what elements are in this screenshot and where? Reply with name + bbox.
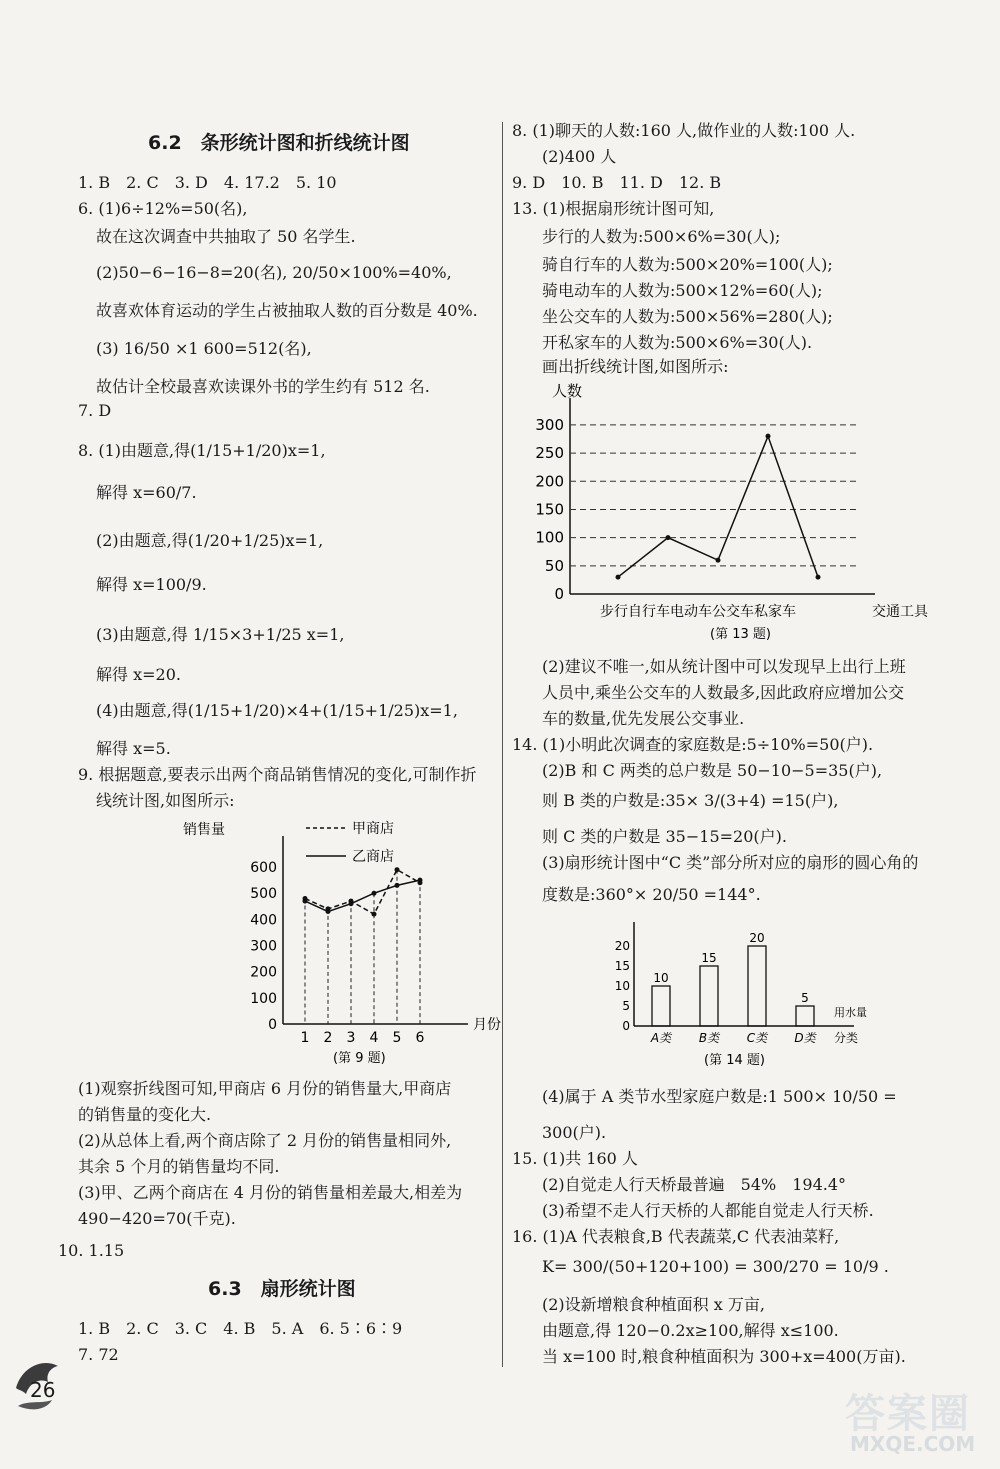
bar-value-label: 15 [701,951,717,965]
y-tick-label: 250 [535,444,564,463]
answer-line: 7. 72 [78,1345,119,1364]
section-title-6-2: 6.2 条形统计图和折线统计图 [148,132,410,154]
answer-line: 故喜欢体育运动的学生占被抽取人数的百分数是 40%. [96,301,478,320]
answer-line: 坐公交车的人数为:500×56%=280(人); [542,307,833,326]
answer-line: 8. (1)由题意,得(1/15+1/20)x=1, [78,441,326,460]
bar-value-label: 20 [749,931,765,945]
data-point [326,909,331,914]
y-axis-label: 人数 [552,382,583,400]
answer-line: 则 C 类的户数是 35−15=20(户). [542,827,787,846]
answer-line: 7. D [78,401,112,420]
x-tick-label: D类 [794,1031,816,1045]
answer-line: 9. D 10. B 11. D 12. B [512,173,722,192]
answer-line: 步行的人数为:500×6%=30(人); [542,227,781,246]
x-tick-label: 1 [300,1030,310,1046]
x-tick-label: A类 [650,1031,672,1045]
answer-line: 的销售量的变化大. [78,1105,212,1124]
x-tick-label: C类 [746,1031,768,1045]
answer-line: (3)扇形统计图中“C 类”部分所对应的扇形的圆心角的 [542,853,919,872]
data-point [395,883,400,888]
answer-line: (4)由题意,得(1/15+1/20)×4+(1/15+1/25)x=1, [96,701,458,720]
data-point [349,901,354,906]
bar [700,966,718,1026]
y-tick-label: 600 [250,860,277,877]
data-point [418,878,423,883]
answer-line: 1. B 2. C 3. D 4. 17.2 5. 10 [78,173,337,192]
data-point [616,575,621,580]
answer-line: 故在这次调查中共抽取了 50 名学生. [96,227,356,246]
answer-line: 则 B 类的户数是:35× 3/(3+4) =15(户), [542,791,839,810]
answer-line: (2)B 和 C 两类的总户数是 50−10−5=35(户), [542,761,883,780]
series-line-1 [305,870,420,914]
answer-line: (4)属于 A 类节水型家庭户数是:1 500× 10/50 = [542,1087,897,1106]
answer-line: 10. 1.15 [58,1241,125,1260]
answer-line: 故估计全校最喜欢读课外书的学生约有 512 名. [96,377,430,396]
answer-line: (2)自觉走人行天桥最普遍 54% 194.4° [542,1175,847,1194]
answer-line: 开私家车的人数为:500×6%=30(人). [542,333,813,352]
bar [748,946,766,1026]
data-point [372,912,377,917]
y-tick-label: 300 [535,415,564,434]
answer-line: 解得 x=20. [96,665,181,684]
x-tick-label: 2 [323,1030,333,1046]
y-axis-label: 用水量 [834,1006,867,1019]
x-tick-label: 4 [369,1030,379,1046]
answer-line: (2)建议不唯一,如从统计图中可以发现早上出行上班 [542,657,906,676]
y-tick-label: 0 [554,585,564,603]
answer-line: (3)由题意,得 1/15×3+1/25 x=1, [96,625,345,644]
answer-line: (2)从总体上看,两个商店除了 2 月份的销售量相同外, [78,1131,452,1150]
answer-line: 其余 5 个月的销售量均不同. [78,1157,280,1176]
data-point [666,535,671,540]
answer-line: (3)希望不走人行天桥的人都能自觉走人行天桥. [542,1201,874,1220]
legend-label: 甲商店 [352,821,394,837]
answer-line: 画出折线统计图,如图所示: [542,357,729,376]
chart-caption: (第 9 题) [333,1051,386,1066]
column-divider [502,122,503,1367]
answer-line: (2)400 人 [542,147,617,166]
answer-line: (2)50−6−16−8=20(名), 20/50×100%=40%, [96,263,452,282]
answer-line: 由题意,得 120−0.2x≥100,解得 x≤100. [542,1321,839,1340]
answer-line: 13. (1)根据扇形统计图可知, [512,199,715,218]
answer-line: 8. (1)聊天的人数:160 人,做作业的人数:100 人. [512,121,856,140]
answer-line: (1)观察折线图可知,甲商店 6 月份的销售量大,甲商店 [78,1079,452,1098]
answer-line: 线统计图,如图所示: [96,791,235,810]
y-tick-label: 0 [622,1019,630,1033]
chart-q14 [602,918,882,1068]
answer-line: 15. (1)共 160 人 [512,1149,638,1168]
chart-q13 [522,380,962,642]
x-axis-label: 交通工具 [872,604,928,620]
y-axis-label: 销售量 [183,822,225,838]
answer-line: K= 300/(50+120+100) = 300/270 = 10/9 . [542,1257,889,1276]
answer-line: 车的数量,优先发展公交事业. [542,709,745,728]
answer-line: (3)甲、乙两个商店在 4 月份的销售量相差最大,相差为 [78,1183,463,1202]
section-title-6-3: 6.3 扇形统计图 [208,1278,356,1300]
answer-line: 9. 根据题意,要表示出两个商品销售情况的变化,可制作折 [78,765,477,784]
x-axis-label: 月份 [473,1017,501,1033]
data-point [816,575,821,580]
answer-line: 当 x=100 时,粮食种植面积为 300+x=400(万亩). [542,1347,906,1366]
data-point [303,899,308,904]
x-tick-label: 3 [346,1030,356,1046]
answer-line: 16. (1)A 代表粮食,B 代表蔬菜,C 代表油菜籽, [512,1227,840,1246]
answer-line: (2)由题意,得(1/20+1/25)x=1, [96,531,324,550]
answer-line: (3) 16/50 ×1 600=512(名), [96,339,312,358]
y-tick-label: 200 [535,472,564,491]
legend-label: 乙商店 [352,849,394,865]
page-number: 26 [30,1378,56,1402]
x-tick-labels: 步行自行车电动车公交车私家车 [600,604,796,620]
y-tick-label: 150 [535,500,564,519]
x-tick-label: 5 [392,1030,402,1046]
answer-line: 300(户). [542,1123,607,1142]
y-tick-label: 5 [622,999,630,1013]
y-tick-label: 10 [614,979,630,993]
chart-caption: (第 14 题) [704,1053,765,1068]
y-tick-label: 20 [614,939,630,953]
bar-value-label: 5 [801,991,809,1005]
chart-q9 [178,812,501,1066]
answer-line: 解得 x=100/9. [96,575,207,594]
x-tick-label: B类 [698,1031,720,1045]
data-point [395,867,400,872]
bar [796,1006,814,1026]
data-point [372,891,377,896]
answer-line: 解得 x=60/7. [96,483,197,502]
y-tick-label: 300 [250,938,277,955]
data-point [716,558,721,563]
answer-line: 14. (1)小明此次调查的家庭数是:5÷10%=50(户). [512,735,874,754]
x-axis-label: 分类 [834,1031,859,1045]
watermark-logo: 答案圈 [845,1391,971,1437]
answer-line: 人员中,乘坐公交车的人数最多,因此政府应增加公交 [542,683,905,702]
y-tick-label: 500 [250,886,277,903]
x-tick-label: 6 [415,1030,425,1046]
watermark-url: MXQE.COM [850,1432,976,1456]
chart-caption: (第 13 题) [710,627,771,642]
bar [652,986,670,1026]
bar-value-label: 10 [653,971,669,985]
answer-line: 1. B 2. C 3. C 4. B 5. A 6. 5∶6∶9 [78,1319,403,1338]
y-tick-label: 400 [250,912,277,929]
answer-line: 解得 x=5. [96,739,171,758]
series-line [618,436,818,577]
data-point [766,434,771,439]
y-tick-label: 200 [250,964,277,981]
y-tick-label: 100 [250,990,277,1007]
answer-line: 骑自行车的人数为:500×20%=100(人); [542,255,833,274]
answer-line: (2)设新增粮食种植面积 x 万亩, [542,1295,765,1314]
y-tick-label: 100 [535,528,564,547]
answer-line: 度数是:360°× 20/50 =144°. [542,885,761,904]
y-tick-label: 15 [614,959,630,973]
answer-line: 490−420=70(千克). [78,1209,236,1228]
y-tick-label: 50 [544,556,564,575]
y-tick-label: 0 [268,1017,277,1033]
answer-line: 骑电动车的人数为:500×12%=60(人); [542,281,823,300]
answer-line: 6. (1)6÷12%=50(名), [78,199,248,218]
